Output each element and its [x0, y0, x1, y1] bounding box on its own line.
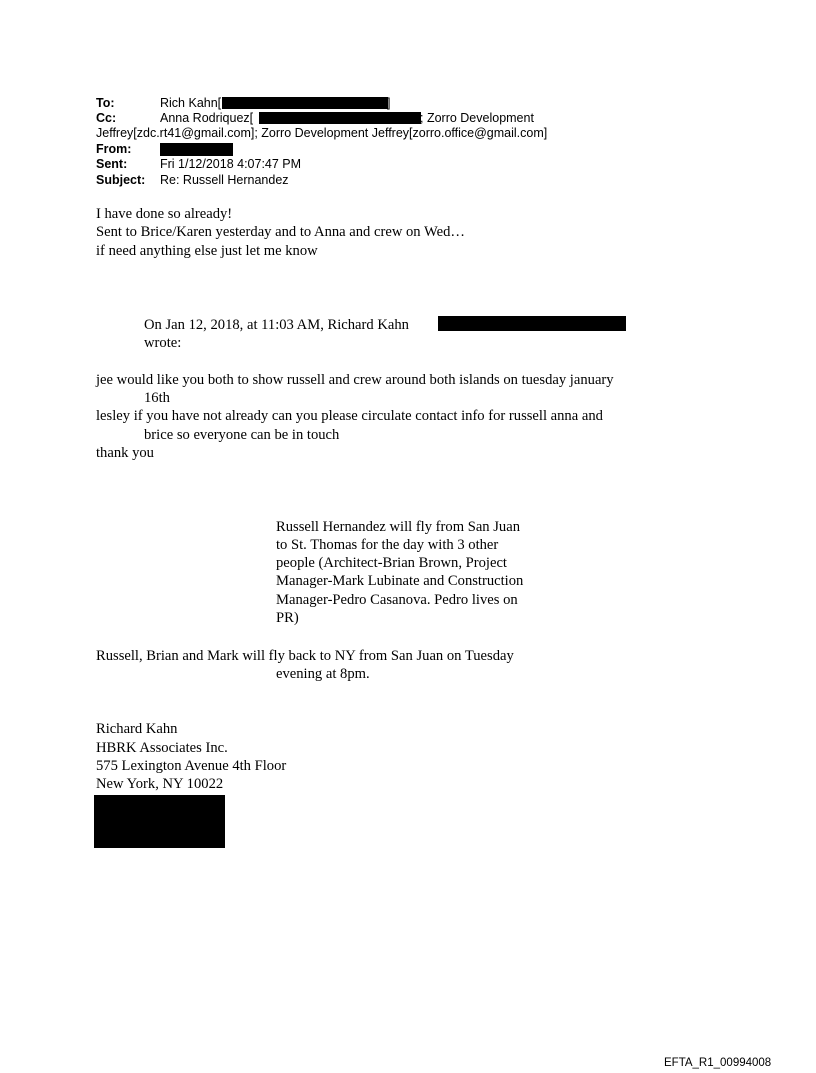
- itinerary-line: PR): [276, 610, 299, 626]
- quote-intro-wrote: wrote:: [144, 335, 182, 351]
- redaction-to-email: [222, 96, 391, 110]
- reply-line: Sent to Brice/Karen yesterday and to Anna and crew on Wed…: [96, 224, 465, 240]
- itinerary-line: Manager-Pedro Casanova. Pedro lives on: [276, 592, 518, 608]
- itinerary-line: Russell Hernandez will fly from San Juan: [276, 519, 520, 535]
- itinerary-line: people (Architect-Brian Brown, Project: [276, 555, 507, 571]
- quote-line: thank you: [96, 445, 154, 461]
- signature-line: HBRK Associates Inc.: [96, 740, 228, 756]
- cc-line-2: Jeffrey[zdc.rt41@gmail.com]; Zorro Development Jeffrey[zorro.office@gmail.com]: [96, 126, 548, 140]
- cc-tail: ; Zorro Development: [420, 111, 534, 125]
- document-id: EFTA_R1_00994008: [664, 1057, 772, 1069]
- redaction-quote-email: [438, 316, 626, 331]
- from-label: From:: [96, 142, 132, 156]
- cc-label: Cc:: [96, 111, 117, 125]
- sent-label: Sent:: [96, 157, 128, 171]
- sent-value: Fri 1/12/2018 4:07:47 PM: [160, 157, 302, 171]
- reply-line: if need anything else just let me know: [96, 243, 318, 259]
- reply-line: I have done so already!: [96, 206, 233, 222]
- quote-line: lesley if you have not already can you please circulate contact info for russell anna and: [96, 408, 603, 424]
- redaction-cc-email: [259, 112, 421, 124]
- to-tail: ]: [387, 96, 391, 110]
- return-line: evening at 8pm.: [276, 666, 370, 682]
- quote-line: jee would like you both to show russell and crew around both islands on tuesday january: [96, 372, 614, 388]
- redaction-from: [160, 143, 233, 156]
- quote-line: brice so everyone can be in touch: [144, 427, 340, 443]
- redaction-signature: [94, 795, 225, 848]
- signature-line: New York, NY 10022: [96, 776, 224, 792]
- subject-value: Re: Russell Hernandez: [160, 173, 289, 187]
- quote-intro: On Jan 12, 2018, at 11:03 AM, Richard Kahn: [144, 317, 409, 333]
- to-value: Rich Kahn[: [160, 96, 222, 110]
- itinerary-line: to St. Thomas for the day with 3 other: [276, 537, 499, 553]
- signature-line: 575 Lexington Avenue 4th Floor: [96, 758, 287, 774]
- itinerary-line: Manager-Mark Lubinate and Construction: [276, 573, 524, 589]
- quote-line: 16th: [144, 390, 170, 406]
- return-line: Russell, Brian and Mark will fly back to NY from San Juan on Tuesday: [96, 648, 514, 664]
- to-label: To:: [96, 96, 115, 110]
- signature-line: Richard Kahn: [96, 721, 178, 737]
- cc-value: Anna Rodriquez[: [160, 111, 254, 125]
- subject-label: Subject:: [96, 173, 146, 187]
